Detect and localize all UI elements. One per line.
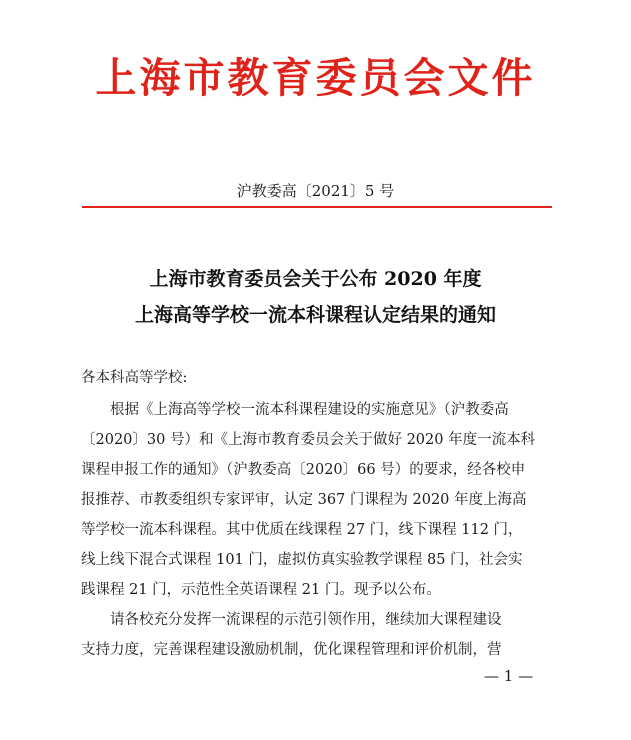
red-header-title: 上海市教育委员会文件	[95, 54, 536, 102]
notice-title-line-2: 上海高等学校一流本科课程认定结果的通知	[134, 304, 496, 326]
notice-title-line-1: 上海市教育委员会关于公布 2020 年度	[149, 268, 482, 290]
page-number: — 1 —	[484, 667, 534, 685]
red-divider-line	[82, 206, 552, 208]
paragraph-1-line-3: 课程申报工作的通知》（沪教委高〔2020〕66 号）的要求，经各校申	[81, 462, 526, 478]
paragraph-1-line-6: 线上线下混合式课程 101 门，虚拟仿真实验教学课程 85 门，社会实	[81, 552, 523, 568]
paragraph-1-line-7: 践课程 21 门，示范性全英语课程 21 门。现予以公布。	[81, 582, 441, 598]
paragraph-1-line-5: 等学校一流本科课程。其中优质在线课程 27 门，线下课程 112 门，	[81, 522, 523, 538]
paragraph-1-line-1: 根据《上海高等学校一流本科课程建设的实施意见》（沪教委高	[110, 402, 509, 418]
paragraph-1-line-2: 〔2020〕30 号）和《上海市教育委员会关于做好 2020 年度一流本科	[81, 432, 536, 448]
salutation: 各本科高等学校:	[81, 370, 188, 386]
paragraph-1-line-4: 报推荐、市教委组织专家评审，认定 367 门课程为 2020 年度上海高	[81, 492, 527, 508]
document-number: 沪教委高〔2021〕5 号	[236, 182, 395, 200]
paragraph-2-line-2: 支持力度，完善课程建设激励机制，优化课程管理和评价机制，营	[81, 642, 502, 658]
paragraph-2-line-1: 请各校充分发挥一流课程的示范引领作用，继续加大课程建设	[110, 612, 502, 628]
